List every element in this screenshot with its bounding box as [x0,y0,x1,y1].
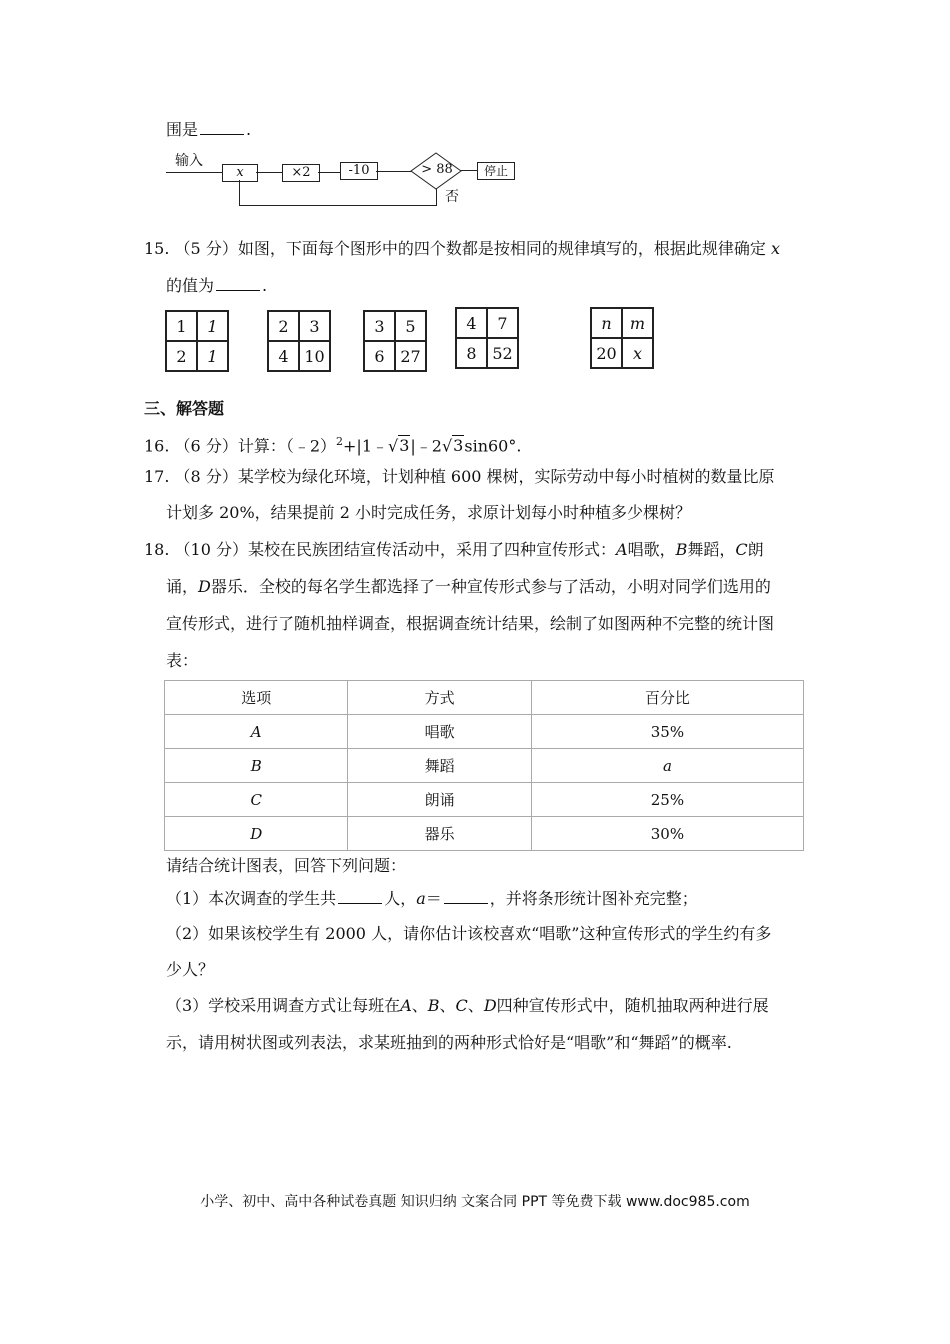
q18-number: 18. [144,540,170,559]
q18-text: 、 [467,996,484,1015]
table-header-row [165,681,804,715]
flow-no-label: 否 [445,189,459,205]
table-cell: 器乐 [348,817,531,851]
q16-text: 计算：（﹣2） [237,436,337,456]
q18-var: A [616,540,628,559]
q15-line2 [166,276,267,296]
grid-cell: 4 [268,341,299,371]
table-cell: B [165,749,348,783]
q17-score: （8 分） [174,467,238,486]
q18-text: 、 [439,996,456,1015]
q18-text: 器乐．全校的每名学生都选择了一种宣传形式参与了活动，小明对同学们选用的 [210,577,771,596]
table-cell: 唱歌 [348,715,531,749]
answer-blank [200,120,244,135]
grid-cell: 3 [364,311,395,341]
q17-number: 17. [144,467,170,486]
table-cell: 朗诵 [348,783,531,817]
grid-cell: n [591,308,622,338]
q16-radicand: 3 [453,436,464,456]
number-grid-4 [455,307,519,369]
q18-score: （10 分） [174,540,248,559]
q18-var: A [400,996,412,1015]
q18-part3-line2: 示，请用树状图或列表法，求某班抽到的两种形式恰好是“唱歌”和“舞蹈”的概率. [166,1033,732,1052]
table-cell: C [165,783,348,817]
q18-prompt: 请结合统计图表，回答下列问题： [166,856,407,875]
grid-cell: 20 [591,338,622,368]
q18-part1 [166,889,698,909]
answer-blank [338,889,382,904]
flow-stop-box: 停止 [477,162,515,180]
q16-score: （6 分） [174,436,238,456]
q18-text: 朗 [747,540,764,559]
q16-number: 16. [144,436,170,456]
q18-text: ，并将条形统计图补充完整； [489,889,698,908]
q15-number: 15. [144,239,170,258]
section-heading: 三、解答题 [144,399,225,418]
grid-cell: 6 [364,341,395,371]
table-cell: D [165,817,348,851]
q18-line4: 表： [166,651,199,670]
answer-blank [216,276,260,291]
q17-line2: 计划多 20%，结果提前 2 小时完成任务，求原计划每小时种植多少棵树？ [166,503,692,522]
q18-var: C [735,540,748,559]
stats-table [164,680,804,851]
flow-loop-line [239,180,240,206]
q17-text: 某学校为绿化环境，计划种植 600 棵树，实际劳动中每小时植树的数量比原 [237,467,775,486]
q18-part2-line1: （2）如果该校学生有 2000 人，请你估计该校喜欢“唱歌”这种宣传形式的学生约有多 [166,924,772,943]
q18-text: 唱歌， [627,540,676,559]
q18-text: 、 [411,996,428,1015]
flow-input-label: 输入 [175,153,203,169]
q16-exponent: 2 [336,435,344,448]
grid-cell: 5 [395,311,426,341]
table-row [165,715,804,749]
grid-cell: 10 [299,341,330,371]
number-grid-2 [267,310,331,372]
q18-line2 [166,577,771,597]
grid-cell: 1 [197,311,228,341]
q18-text: 某校在民族团结宣传活动中，采用了四种宣传形式： [248,540,617,559]
q18-text: （3）学校采用调查方式让每班在 [166,996,401,1015]
grid-cell: 3 [299,311,330,341]
q18-text: （1）本次调查的学生共 [166,889,337,908]
grid-cell: 27 [395,341,426,371]
table-row [165,817,804,851]
q18-var: a [416,889,426,908]
q16-text: |﹣2 [410,436,442,456]
q18-var: C [455,996,468,1015]
table-cell: A [165,715,348,749]
table-header: 百分比 [531,681,803,715]
page-footer: 小学、初中、高中各种试卷真题 知识归纳 文案合同 PPT 等免费下载 www.doc985.com [200,1194,750,1210]
q18-var: B [427,996,440,1015]
q15-score: （5 分） [174,239,238,258]
table-row [165,783,804,817]
q15-text2-end: . [262,276,268,295]
table-header: 方式 [348,681,531,715]
q16-radicand: 3 [399,436,410,456]
q18-text: ＝ [425,889,442,908]
q15-text2: 的值为 [166,276,215,295]
q18-text: 四种宣传形式中，随机抽取两种进行展 [496,996,769,1015]
q16-line: 16. （6 分）计算：（﹣2）$^2$+|1﹣√3|﹣2√3sin60°. [144,435,522,456]
flow-box-sub: -10 [340,162,378,180]
grid-cell: m [622,308,653,338]
flow-arrow [166,172,222,173]
grid-cell: 2 [268,311,299,341]
number-grid-1 [165,310,229,372]
q18-var: D [198,577,211,596]
flow-arrow [318,172,340,173]
flow-box-mul: ×2 [282,164,320,182]
q16-text: sin60°. [464,436,522,456]
table-cell: 25% [531,783,803,817]
q17-line1 [144,467,775,487]
grid-cell: 52 [487,338,518,368]
table-cell: 30% [531,817,803,851]
grid-cell: x [622,338,653,368]
q18-var: D [483,996,497,1015]
q15-line1 [144,239,780,259]
q18-line3: 宣传形式，进行了随机抽样调查，根据调查统计结果，绘制了如图两种不完整的统计图 [166,614,775,633]
q18-line1 [144,540,764,560]
q18-part2-line2: 少人？ [166,960,215,979]
q15-text: 如图，下面每个图形中的四个数都是按相同的规律填写的，根据此规律确定 [237,239,766,258]
grid-cell: 4 [456,308,487,338]
answer-blank [444,889,488,904]
q14-tail [166,120,251,140]
table-header: 选项 [165,681,348,715]
q18-var: B [675,540,688,559]
grid-cell: 7 [487,308,518,338]
q18-text: 人， [384,889,417,908]
grid-cell: 1 [197,341,228,371]
flow-decision-label: > 88 [421,162,453,177]
table-row [165,749,804,783]
q15-var: x [770,239,780,258]
grid-cell: 1 [166,311,197,341]
q18-part3-line1 [166,996,769,1016]
flow-arrow [461,170,477,171]
flow-arrow [376,171,412,172]
table-cell: 35% [531,715,803,749]
table-cell: 舞蹈 [348,749,531,783]
q16-text: +|1﹣ [343,436,388,456]
table-cell: a [531,749,803,783]
q14-tail-text: 围是 [166,120,199,139]
number-grid-5 [590,307,654,369]
q14-tail-end: . [246,120,252,139]
flow-arrow [256,172,282,173]
q18-text: 诵， [166,577,199,596]
flow-loop-line [239,205,437,206]
grid-cell: 8 [456,338,487,368]
number-grid-3 [363,310,427,372]
q18-text: 舞蹈， [687,540,736,559]
flow-box-x: x [222,164,258,182]
grid-cell: 2 [166,341,197,371]
flow-loop-line [436,189,437,205]
